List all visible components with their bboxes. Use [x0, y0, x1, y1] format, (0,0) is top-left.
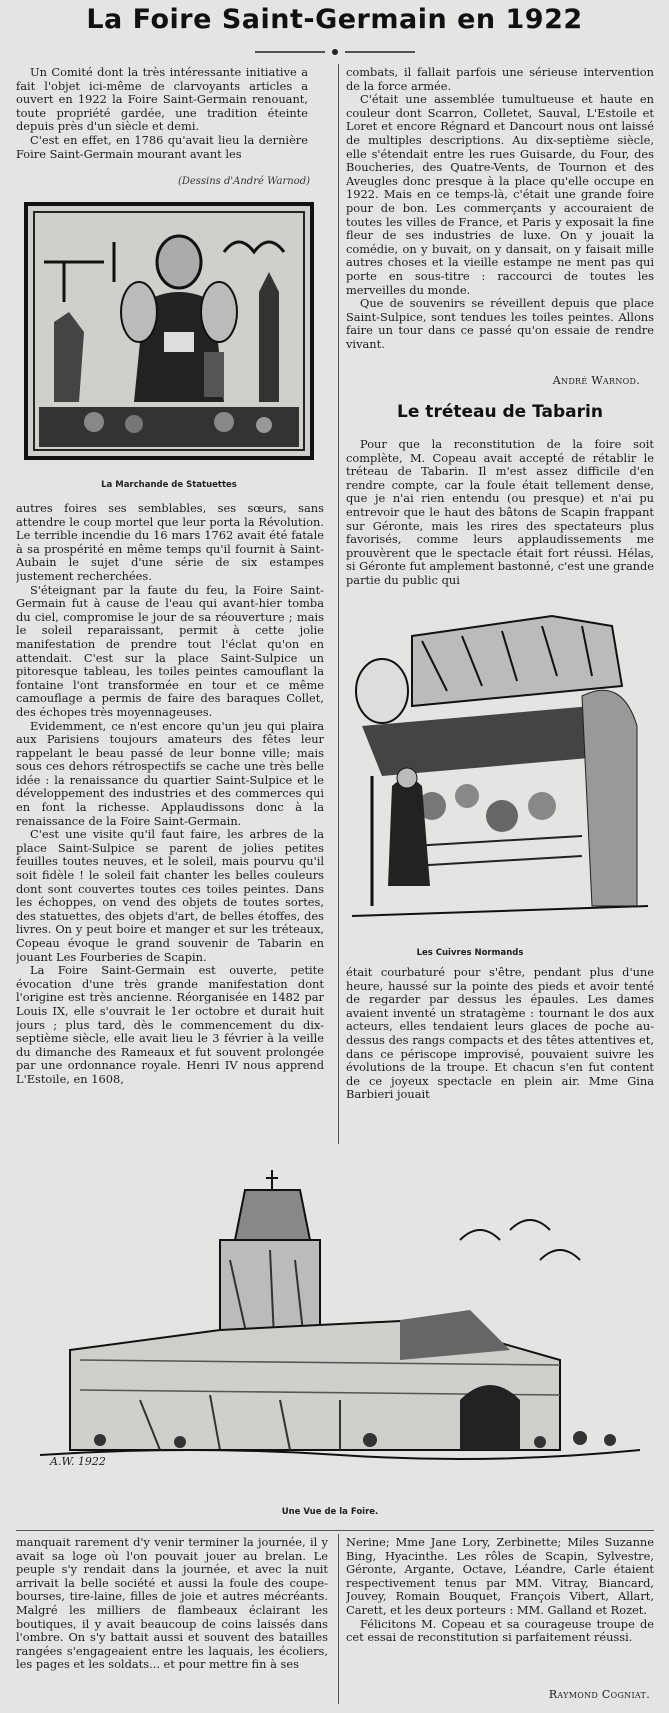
paragraph: Que de souvenirs se réveillent depuis que place Saint-Sulpice, sont tendues les toiles peintes. Allons faire un tour dans ce passé qu'on essaie de rendre vivant.	[346, 296, 654, 351]
paragraph: S'éteignant par la faute du feu, la Foire Saint-Germain fut à cause de l'eau qui avant-hier tomba du ciel, compromise le jour de sa réouverture ; mais le soleil reparaissant, permit à cette jolie manifestation de prendre tout l'éclat qu'on en attendait. C'est sur la place Saint-Sulpice un pitoresque tableau, les toiles peintes camouflant la fontaine l'ont transformée en tour et ce même camouflage a permis de faire des baraques Collet, des échopes très moyennageuses.	[16, 582, 324, 719]
caption-vue: Une Vue de la Foire.	[281, 1507, 379, 1517]
signature-warnod: André Warnod.	[552, 374, 640, 387]
paragraph: C'est une visite qu'il faut faire, les arbres de la place Saint-Sulpice se parent de jolies petites feuilles toutes neuves, et le soleil, mais pourvu qu'il soit fidèle ! le soleil fait chanter les belles couleurs dont sont couvertes toutes ces toiles peintes. Dans les échoppes, on vend des objets de toutes sortes, des statuettes, des objets d'art, de belles étoffes, des livres. On y peut boire et manger et sur les tréteaux, Copeau évoque le grand souvenir de Tabarin en jouant Les Fourberies de Scapin.	[16, 827, 324, 964]
column-4-body	[346, 1536, 654, 1686]
section-heading: Le tréteau de Tabarin	[397, 402, 603, 422]
paragraph: Nerine; Mme Jane Lory, Zerbinette; Miles Suzanne Bing, Hyacinthe. Les rôles de Scapin, Sylvestre, Géronte, Argante, Octave, Léandre, Carle étaient respectivement tenus par MM. Vitray, Biancard, Jouvey, Romain Bouquet, François Vibert, Allart, Carett, et les deux porteurs : MM. Galland et Rozet.	[346, 1536, 654, 1617]
column-divider	[338, 64, 339, 1144]
illustration-credit: (Dessins d'André Warnod)	[177, 176, 310, 187]
paragraph: La Foire Saint-Germain est ouverte, petite évocation d'une très grande manifestation dont l'origine est très ancienne. Réorganisée en 1482 par Louis IX, elle s'ouvrait le 1er octobre et durait huit jours ; plus tard, dès le commencement du dix-septième siècle, elle avait lieu le 3 février à la veille du dimanche des Rameaux et fut souvent prolongée par une ordonnance royale. Henri IV nous apprend L'Estoile, en 1608,	[16, 963, 324, 1086]
illustration-cuivres	[352, 606, 648, 956]
column-2-body	[346, 966, 654, 1144]
illustration-statuettes	[24, 202, 314, 460]
paragraph: C'était une assemblée tumultueuse et haute en couleur dont Scarron, Colletet, Sauval, L'Estoile et Loret et encore Régnard et Dancourt nous ont laissé de multiples descriptions. Au dix-septième siècle, elle s'étendait entre les rues Guisarde, du Four, des Boucheries, des Quatre-Vents, de Tournon et des Aveugles donc presque à la place qu'elle occupe en 1922. Mais en ce temps-là, c'était une grande foire pour de bon. Les commerçants y accouraient de toutes les villes de France, et Paris y exposait la fine fleur de ses industries de luxe. On y jouait la comédie, on y buvait, on y dansait, on y faisait mille autres choses et la vieille estampe ne ment pas qui porte en sous-titre : raccourci de toutes les merveilles du monde.	[346, 92, 654, 297]
article-title: La Foire Saint-Germain en 1922	[86, 4, 583, 35]
paragraph: Félicitons M. Copeau et sa courageuse troupe de cet essai de reconstitution si parfaitement réussi.	[346, 1616, 654, 1645]
paragraph: était courbaturé pour s'être, pendant plus d'une heure, haussé sur la pointe des pieds et avoir tenté de regarder par dessus les épaules. Les dames avaient inventé un stratagème : tournant le dos aux acteurs, elles tendaient leurs glaces de poche au-dessus des rangs compacts et des têtes attentives et, dans ce périscope improvisé, pouvaient suivre les évolutions de la troupe. Et chacun s'en fut content de ce joyeux spectacle en plein air. Mme Gina Barbieri jouait	[346, 966, 654, 1102]
paragraph: autres foires ses semblables, ses sœurs, sans attendre le coup mortel que leur porta la Révolution. Le terrible incendie du 16 mars 1762 avait été fatale à sa prospérité en même temps qu'il fournit à Saint-Aubain le sujet d'une série de six estampes justement recherchées.	[16, 502, 324, 583]
caption-cuivres: Les Cuivres Normands	[416, 948, 524, 958]
column-1-body	[16, 502, 324, 1142]
illustration-vue-foire	[40, 1150, 640, 1490]
paragraph: C'est en effet, en 1786 qu'avait lieu la dernière Foire Saint-Germain mourant avant les	[16, 132, 308, 161]
section-divider	[16, 1530, 654, 1531]
paragraph: Evidemment, ce n'est encore qu'un jeu qui plaira aux Parisiens toujours amateurs des fêtes leur rappelant le beau passé de leur bonne ville; mais sous ces dehors rétrospectifs se cache une très belle idée : la renaissance du quartier Saint-Sulpice et le développement des industries et des commerces qui en font la richesse. Applaudissons donc à la renaissance de la Foire Saint-Germain.	[16, 718, 324, 828]
paragraph: Un Comité dont la très intéressante initiative a fait l'objet ici-même de clarvoyants articles a ouvert en 1922 la Foire Saint-Germain renouant, toute propriété gardée, une tradition éteinte depuis près d'un siècle et demi.	[16, 66, 308, 134]
column-divider-bottom	[338, 1534, 339, 1704]
column-2-intro	[346, 66, 654, 366]
signature-cogniat: Raymond Cogniat.	[548, 1688, 650, 1701]
column-2-tabarin	[346, 438, 654, 594]
paragraph: Pour que la reconstitution de la foire soit complète, M. Copeau avait accepté de rétablir le tréteau de Tabarin. Il m'est assez difficile d'en rendre compte, car la foule était tellement dense, que je n'ai rien entendu (ou presque) et n'ai pu entrevoir que le haut des bâtons de Scapin frappant sur Géronte, mais les rires des spectateurs plus favorisés, comme leurs applaudissements me prouvèrent que le spectacle était fort réussi. Hélas, si Géronte fut amplement bastonné, c'est une grande partie du public qui	[346, 438, 654, 587]
paragraph: manquait rarement d'y venir terminer la journée, il y avait sa loge où l'on pouvait jouer au brelan. Le peuple s'y rendait dans la journée, et avec la nuit arrivait la belle société et aussi la foule des coupe-bourses, tire-laine, filles de joie et autres mécréants. Malgré les milliers de flambeaux éclairant les boutiques, il y avait beaucoup de coins laissés dans l'ombre. On s'y battait aussi et souvent des batailles rangées s'engageaient entre les laquais, les écoliers, les pages et les soldats... et pour mettre fin à ses	[16, 1536, 328, 1672]
title-ornament	[255, 47, 415, 57]
column-3-body	[16, 1536, 328, 1706]
artist-monogram: A.W. 1922	[50, 1455, 106, 1468]
caption-statuettes: La Marchande de Statuettes	[101, 480, 237, 490]
paragraph: combats, il fallait parfois une sérieuse intervention de la force armée.	[346, 66, 654, 93]
column-1-intro	[16, 66, 308, 176]
